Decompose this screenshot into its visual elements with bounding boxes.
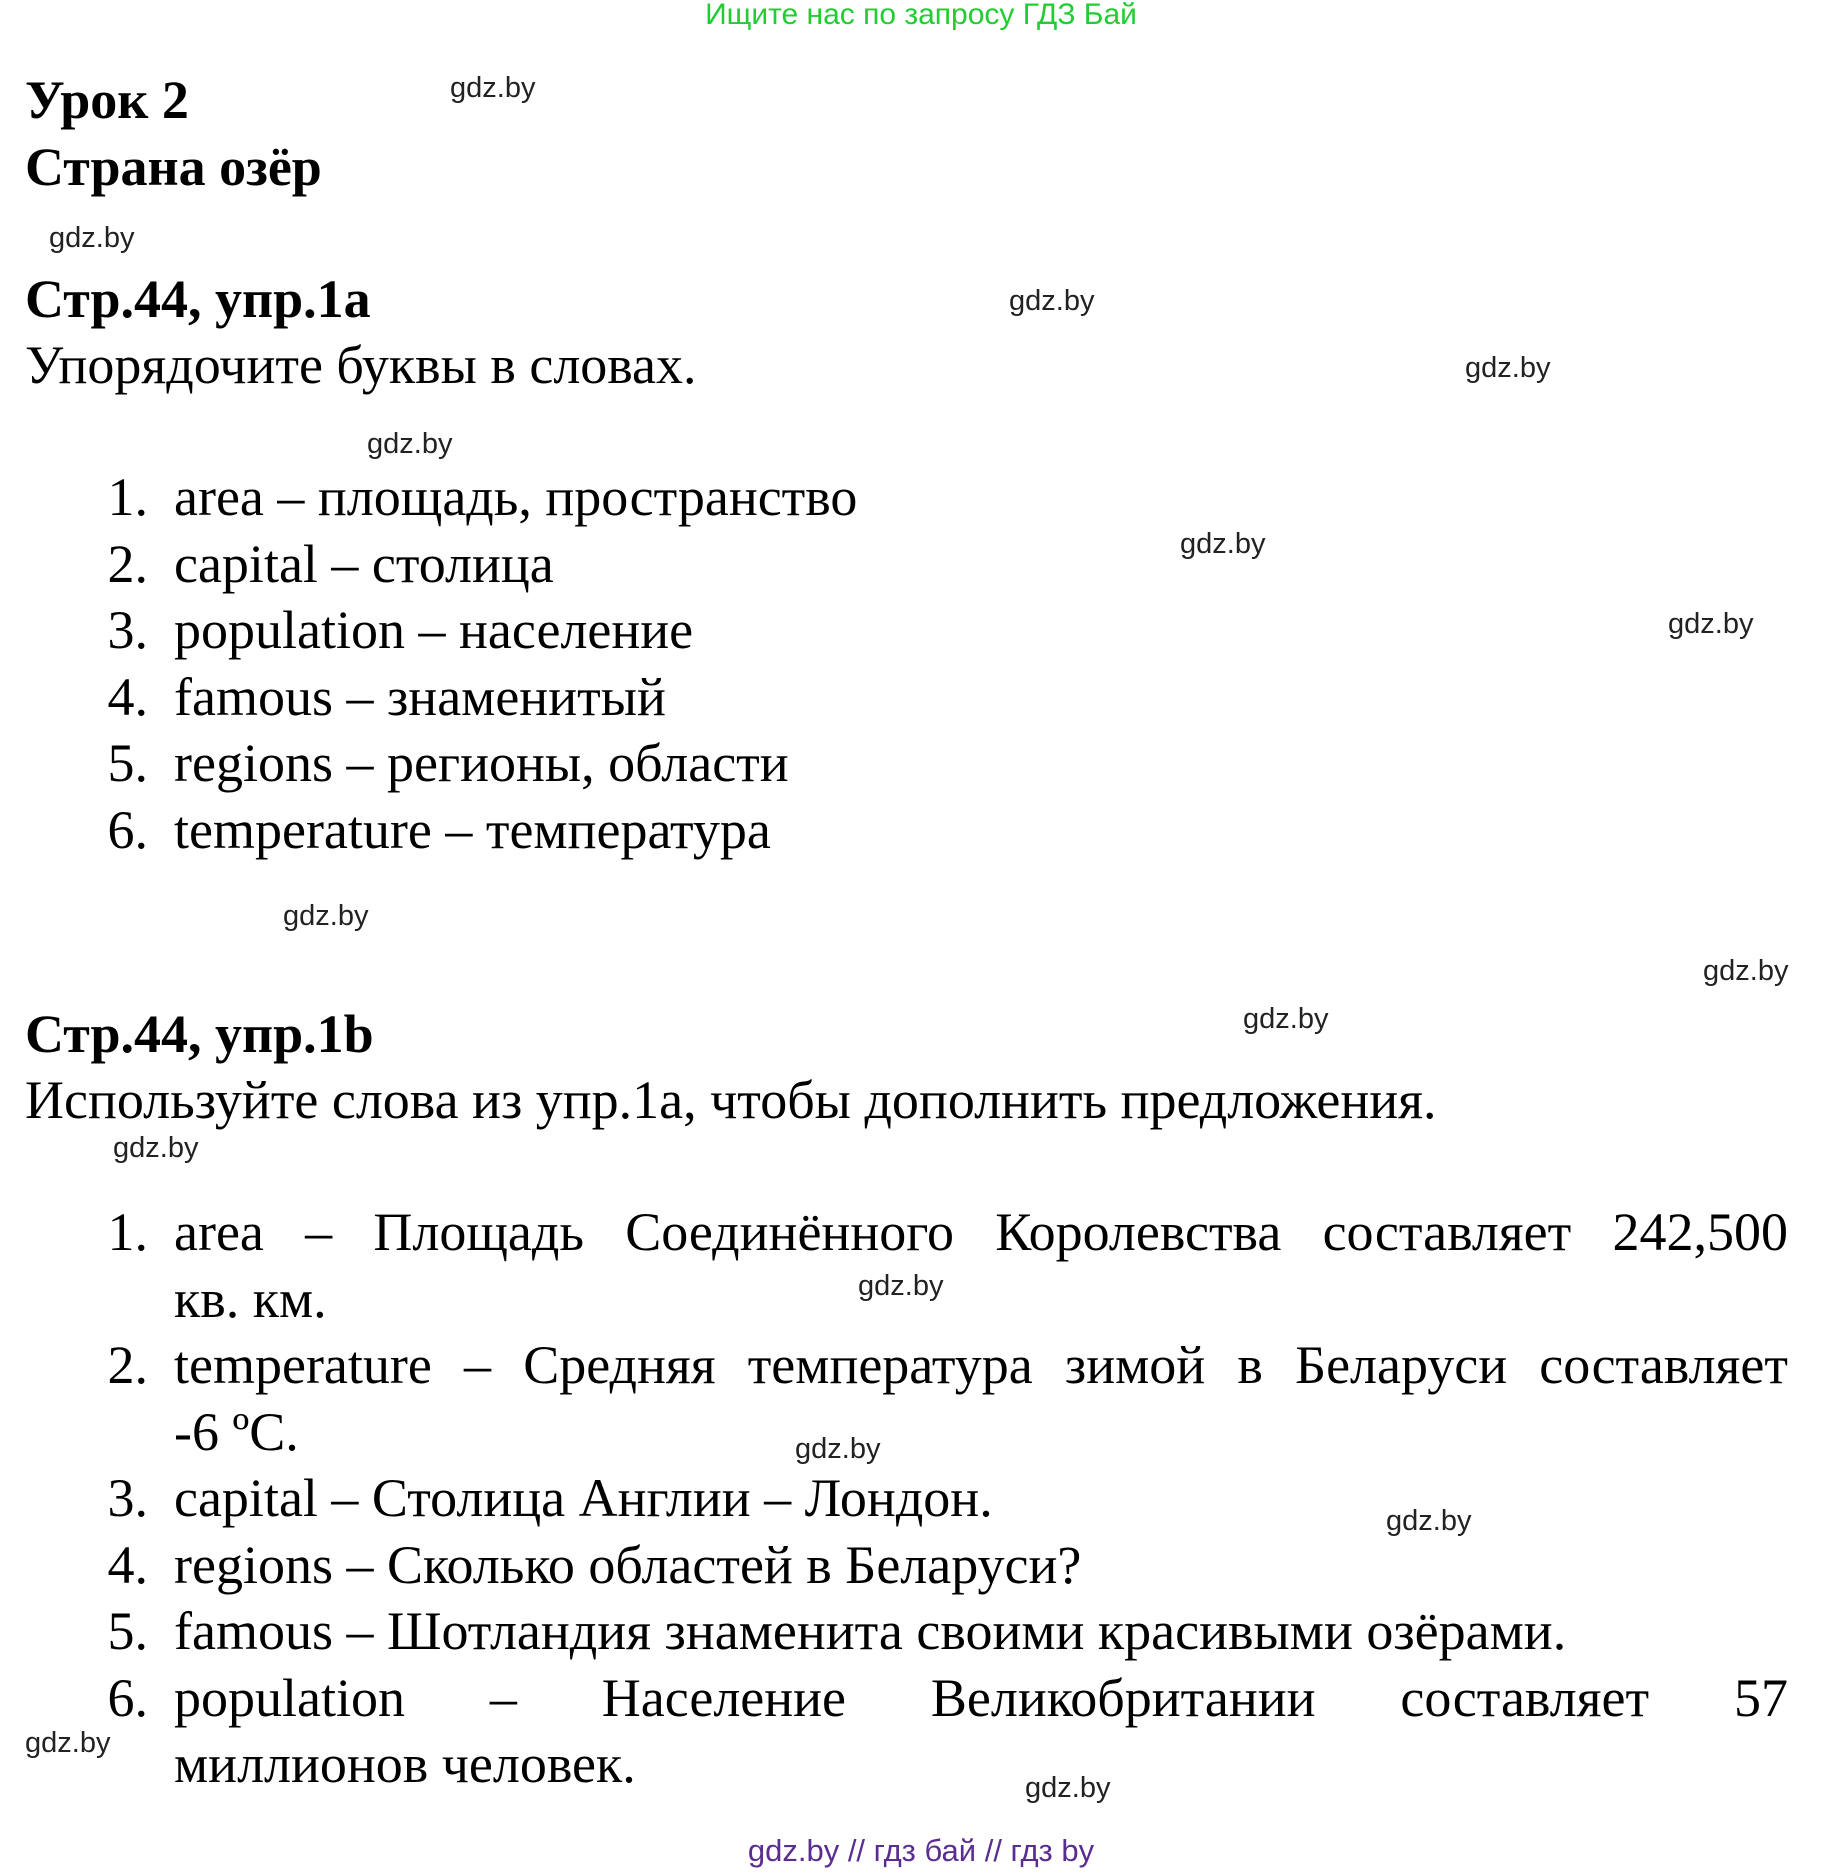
watermark: gdz.by bbox=[1025, 1772, 1111, 1804]
list-item-number: 2. bbox=[107, 1335, 148, 1395]
list-item-number: 1. bbox=[107, 467, 148, 527]
list-item-number: 1. bbox=[107, 1202, 148, 1262]
list-item: population – население bbox=[174, 600, 694, 660]
list-item-continuation: миллионов человек. bbox=[174, 1734, 636, 1794]
list-item: population – Население Великобритании составляет 57 bbox=[174, 1668, 1788, 1728]
list-item-number: 6. bbox=[107, 800, 148, 860]
section-b-task: Используйте слова из упр.1a, чтобы дополнить предложения. bbox=[25, 1070, 1437, 1130]
watermark: gdz.by bbox=[25, 1727, 111, 1759]
list-item-continuation: -6 ºC. bbox=[174, 1402, 299, 1462]
watermark: gdz.by bbox=[1243, 1003, 1329, 1035]
watermark: gdz.by bbox=[283, 900, 369, 932]
list-item-continuation: кв. км. bbox=[174, 1269, 327, 1329]
list-item-number: 6. bbox=[107, 1668, 148, 1728]
list-item: area – Площадь Соединённого Королевства составляет 242,500 bbox=[174, 1202, 1788, 1262]
section-b-heading: Стр.44, упр.1b bbox=[25, 1004, 374, 1064]
watermark: gdz.by bbox=[1703, 955, 1789, 987]
list-item-number: 3. bbox=[107, 600, 148, 660]
search-banner: Ищите нас по запросу ГДЗ Бай bbox=[705, 0, 1137, 31]
footer-links: gdz.by // гдз бай // гдз by bbox=[747, 1833, 1095, 1868]
section-a-heading: Стр.44, упр.1a bbox=[25, 269, 371, 329]
watermark: gdz.by bbox=[113, 1132, 199, 1164]
list-item: famous – знаменитый bbox=[174, 667, 666, 727]
watermark: gdz.by bbox=[858, 1270, 944, 1302]
list-item-number: 5. bbox=[107, 733, 148, 793]
list-item: temperature – Средняя температура зимой в Беларуси составляет bbox=[174, 1335, 1788, 1395]
watermark: gdz.by bbox=[1009, 285, 1095, 317]
list-item: capital – Столица Англии – Лондон. bbox=[174, 1468, 993, 1528]
section-a-task: Упорядочите буквы в словах. bbox=[25, 335, 697, 395]
watermark: gdz.by bbox=[1386, 1505, 1472, 1537]
list-item: regions – регионы, области bbox=[174, 733, 789, 793]
list-item-number: 3. bbox=[107, 1468, 148, 1528]
list-item-number: 2. bbox=[107, 534, 148, 594]
list-item-number: 4. bbox=[107, 1535, 148, 1595]
list-item: temperature – температура bbox=[174, 800, 771, 860]
list-item-number: 4. bbox=[107, 667, 148, 727]
watermark: gdz.by bbox=[49, 222, 135, 254]
list-item-number: 5. bbox=[107, 1601, 148, 1661]
lesson-title: Урок 2 bbox=[25, 70, 189, 130]
watermark: gdz.by bbox=[1180, 528, 1266, 560]
watermark: gdz.by bbox=[1465, 352, 1551, 384]
watermark: gdz.by bbox=[450, 72, 536, 104]
list-item: area – площадь, пространство bbox=[174, 467, 858, 527]
watermark: gdz.by bbox=[1668, 608, 1754, 640]
list-item: capital – столица bbox=[174, 534, 554, 594]
list-item: famous – Шотландия знаменита своими красивыми озёрами. bbox=[174, 1601, 1567, 1661]
watermark: gdz.by bbox=[367, 428, 453, 460]
list-item: regions – Сколько областей в Беларуси? bbox=[174, 1535, 1082, 1595]
lesson-subtitle: Страна озёр bbox=[25, 137, 322, 197]
watermark: gdz.by bbox=[795, 1433, 881, 1465]
